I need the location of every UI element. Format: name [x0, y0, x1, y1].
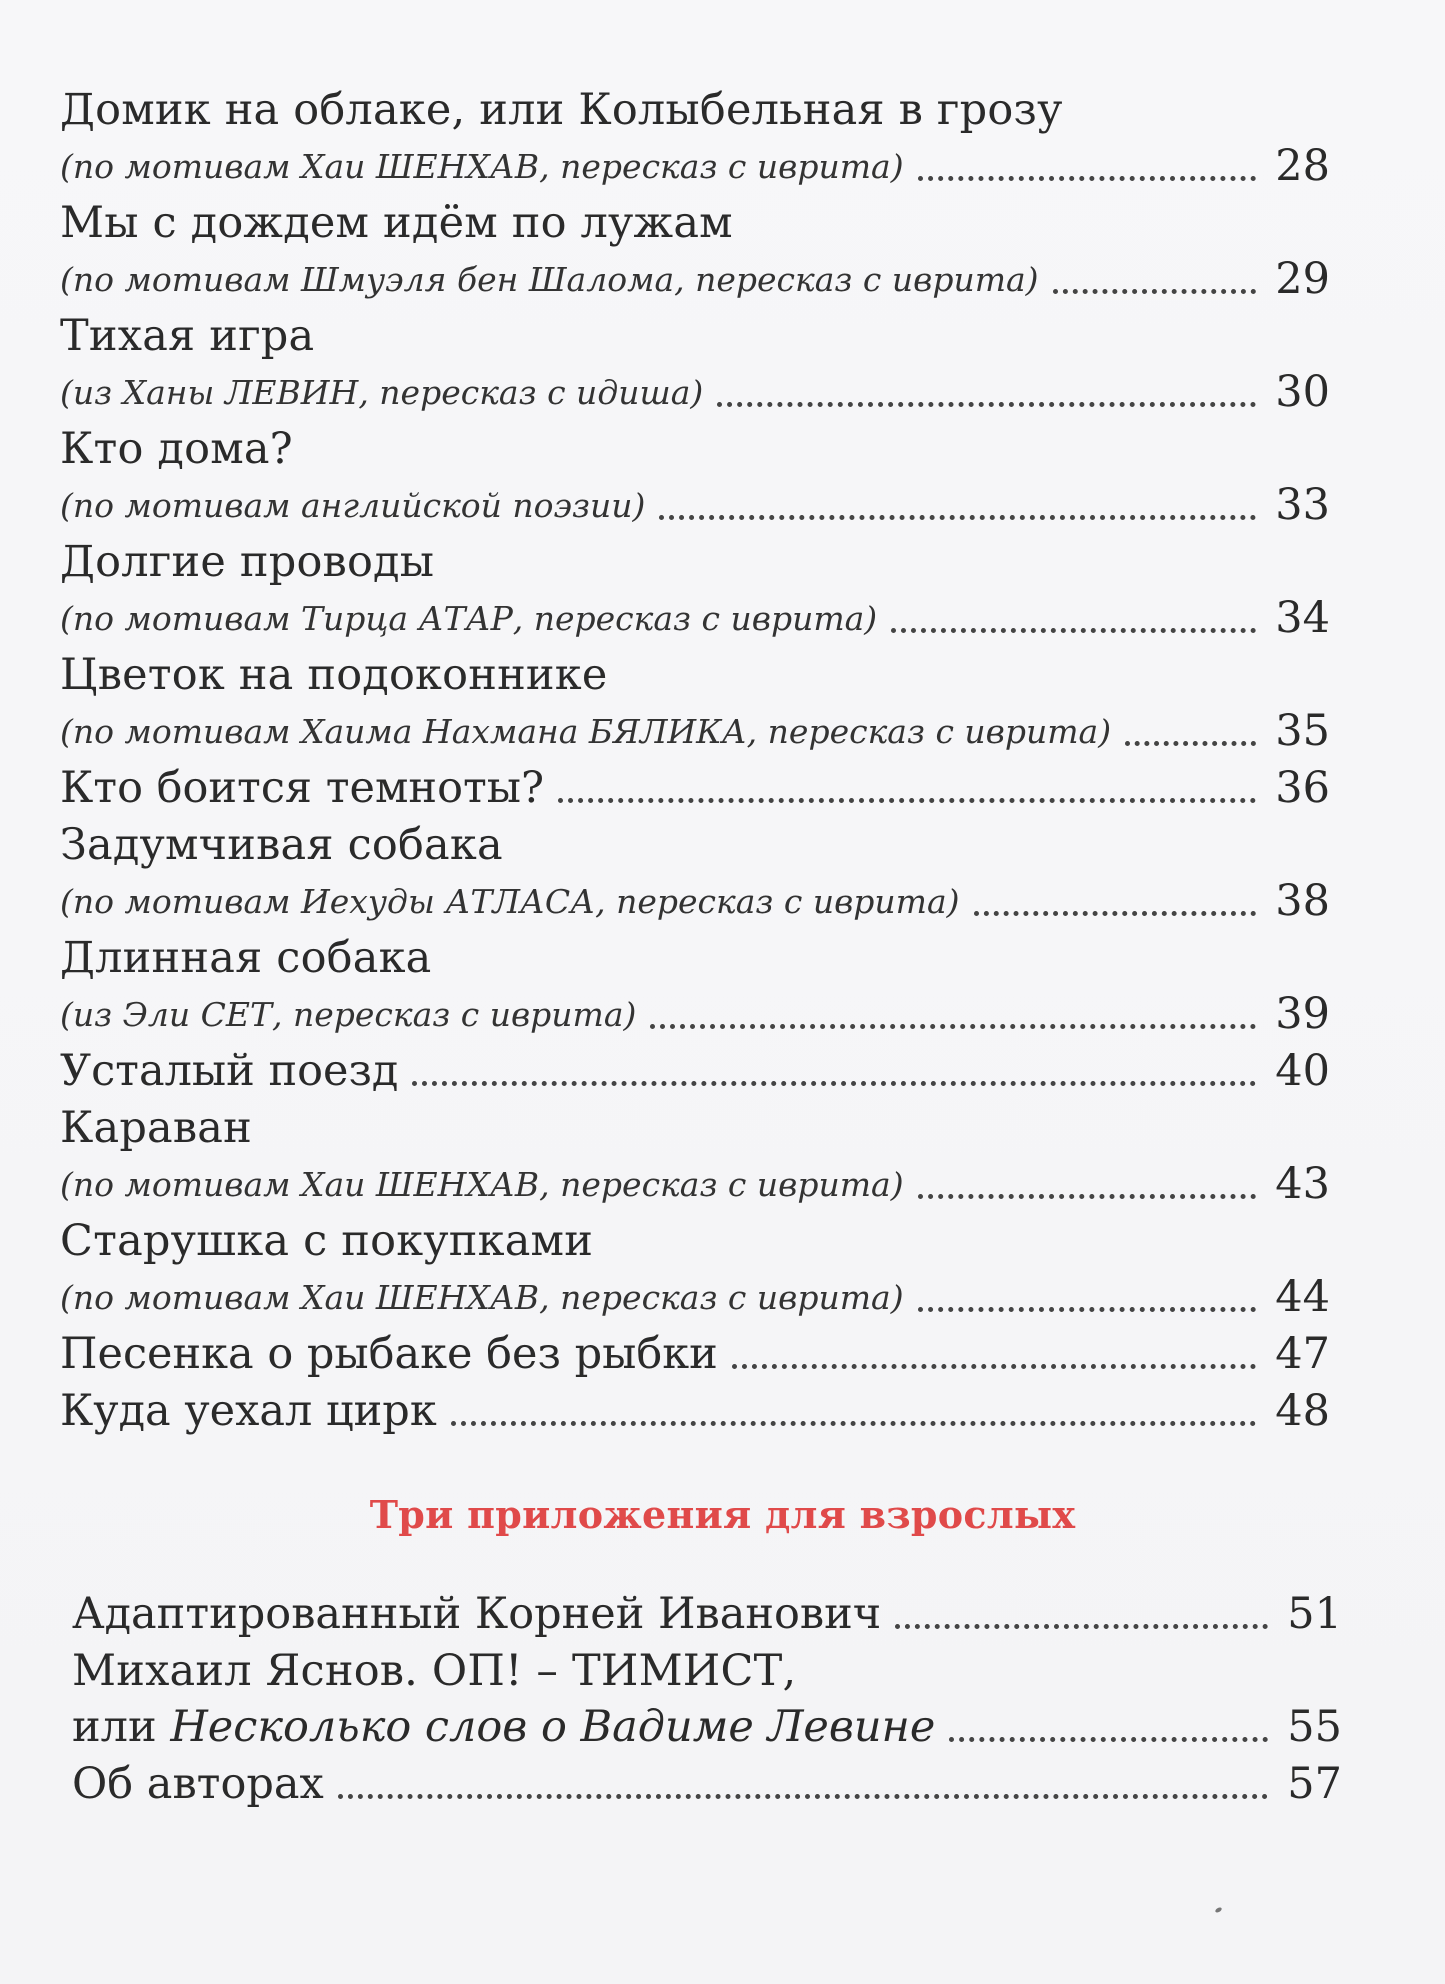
toc-entry[interactable]	[60, 760, 1330, 817]
dot-leader	[558, 798, 1256, 803]
page-number: 36	[1275, 763, 1330, 813]
entry-subtitle: (из Ханы ЛЕВИН, пересказ с идиша)	[60, 373, 704, 412]
entry-subtitle: (по мотивам Хаи ШЕНХАВ, пересказ с иврита)	[60, 147, 904, 186]
dot-leader	[891, 628, 1256, 633]
toc-entry[interactable]	[60, 308, 1330, 421]
entry-subtitle: (по мотивам Хаи ШЕНХАВ, пересказ с иврита)	[60, 1278, 904, 1317]
entry-subtitle: (по мотивам Шмуэля бен Шалома, пересказ с иврита)	[60, 260, 1039, 299]
entry-title: Караван	[60, 1103, 252, 1153]
entry-subtitle: (по мотивам Хаима Нахмана БЯЛИКА, пересказ с иврита)	[60, 712, 1112, 751]
entry-title: Куда уехал цирк	[60, 1386, 437, 1436]
dot-leader	[918, 176, 1256, 181]
toc-entry[interactable]	[60, 82, 1330, 195]
toc-entry[interactable]	[60, 930, 1330, 1043]
page-number: 35	[1275, 706, 1330, 756]
dot-leader	[918, 1194, 1256, 1199]
page-number: 34	[1275, 593, 1330, 643]
page-number: 29	[1275, 254, 1330, 304]
page-number: 38	[1275, 876, 1330, 926]
page-number: 47	[1275, 1329, 1330, 1379]
entry-italic-title: Несколько слов о Вадиме Левине	[170, 1702, 936, 1752]
page-number: 57	[1287, 1759, 1342, 1809]
page-number: 44	[1275, 1272, 1330, 1322]
entry-title-continuation	[72, 1699, 935, 1756]
entry-title: Долгие проводы	[60, 537, 435, 587]
entry-title: Тихая игра	[60, 311, 315, 361]
entry-prefix: или	[72, 1702, 171, 1752]
toc-entry[interactable]	[72, 1586, 1342, 1643]
page-number: 43	[1275, 1159, 1330, 1209]
dot-leader	[1125, 741, 1256, 746]
dot-leader	[650, 1024, 1256, 1029]
toc-entry[interactable]	[60, 1043, 1330, 1100]
dot-leader	[717, 402, 1256, 407]
entry-subtitle: (из Эли СЕТ, пересказ с иврита)	[60, 995, 637, 1034]
toc-entry[interactable]	[60, 817, 1330, 930]
toc-entry[interactable]	[72, 1643, 1342, 1756]
paper-speck	[1214, 1907, 1222, 1914]
entry-title: Мы с дождем идём по лужам	[60, 198, 733, 248]
page-number: 40	[1275, 1046, 1330, 1096]
dot-leader	[412, 1081, 1256, 1086]
dot-leader	[659, 515, 1256, 520]
entry-title: Задумчивая собака	[60, 820, 503, 870]
page-number: 28	[1275, 141, 1330, 191]
entry-title: Михаил Яснов. ОП! – ТИМИСТ,	[72, 1646, 797, 1696]
page-number: 33	[1275, 480, 1330, 530]
page-number: 55	[1287, 1702, 1342, 1752]
dot-leader	[974, 911, 1256, 916]
toc-entry[interactable]	[60, 1326, 1330, 1383]
toc-entry[interactable]	[60, 195, 1330, 308]
entry-title: Цветок на подоконнике	[60, 650, 608, 700]
toc-entry[interactable]	[60, 1383, 1330, 1440]
entry-title: Об авторах	[72, 1759, 324, 1809]
entry-subtitle: (по мотивам Хаи ШЕНХАВ, пересказ с иврита)	[60, 1165, 904, 1204]
table-of-contents	[60, 82, 1330, 1440]
entry-title: Длинная собака	[60, 933, 432, 983]
dot-leader	[918, 1307, 1256, 1312]
entry-title: Домик на облаке, или Колыбельная в грозу	[60, 85, 1063, 135]
dot-leader	[1053, 289, 1256, 294]
appendix-list	[72, 1586, 1342, 1813]
page-number: 39	[1275, 989, 1330, 1039]
dot-leader	[895, 1624, 1268, 1629]
page-number: 51	[1287, 1589, 1342, 1639]
toc-entry[interactable]	[60, 1100, 1330, 1213]
entry-subtitle: (по мотивам Тирца АТАР, пересказ с иврита)	[60, 599, 878, 638]
entry-title: Усталый поезд	[60, 1046, 399, 1096]
dot-leader	[451, 1421, 1256, 1426]
entry-subtitle: (по мотивам английской поэзии)	[60, 486, 646, 525]
dot-leader	[338, 1794, 1268, 1799]
entry-title: Кто боится темноты?	[60, 763, 545, 813]
entry-subtitle: (по мотивам Иехуды АТЛАСА, пересказ с иврита)	[60, 882, 960, 921]
entry-title: Адаптированный Корней Иванович	[72, 1589, 882, 1639]
toc-entry[interactable]	[60, 1213, 1330, 1326]
entry-title: Кто дома?	[60, 424, 293, 474]
dot-leader	[732, 1364, 1256, 1369]
page-number: 48	[1275, 1386, 1330, 1436]
page-number: 30	[1275, 367, 1330, 417]
dot-leader	[949, 1737, 1268, 1742]
entry-title: Песенка о рыбаке без рыбки	[60, 1329, 718, 1379]
toc-entry[interactable]	[60, 421, 1330, 534]
toc-entry[interactable]	[60, 534, 1330, 647]
toc-entry[interactable]	[60, 647, 1330, 760]
section-heading: Три приложения для взрослых	[369, 1492, 1076, 1537]
entry-title: Старушка с покупками	[60, 1216, 594, 1266]
toc-entry[interactable]	[72, 1756, 1342, 1813]
